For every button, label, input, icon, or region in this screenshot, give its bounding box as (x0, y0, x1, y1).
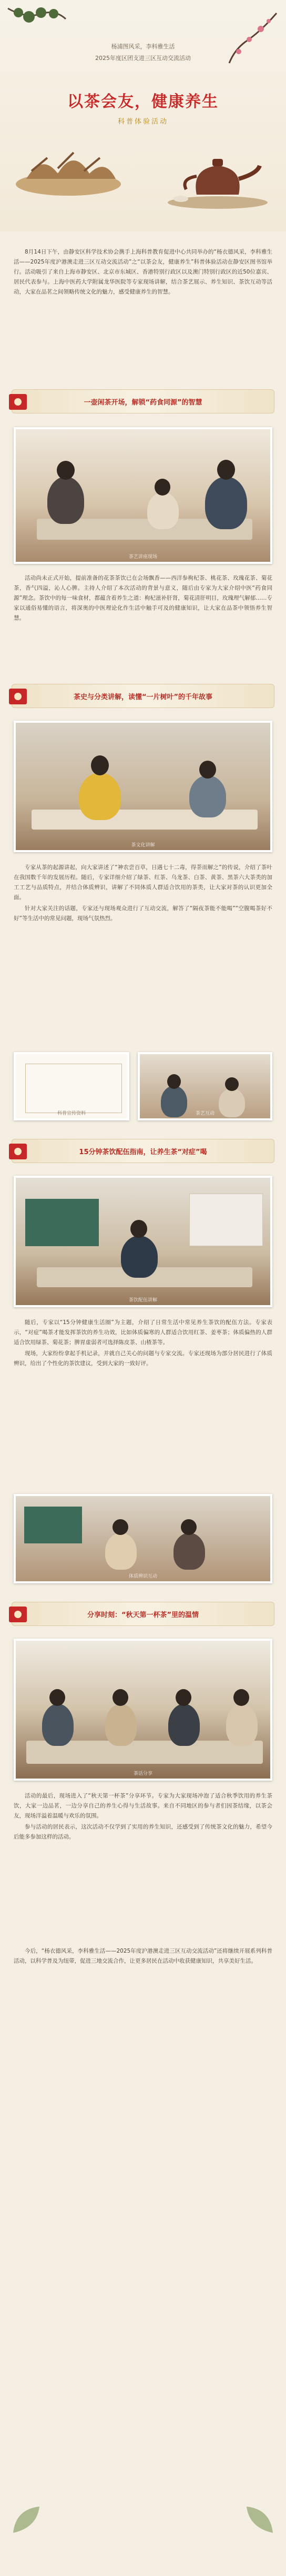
hero-intro-lines (0, 41, 286, 64)
hero-subtitle: 科普体验活动 (117, 118, 168, 126)
section2-cert-caption: 科普宣传资料 (57, 1111, 86, 1116)
closing-text: 今后，“杨衣德风采，李科雅生活——2025年度沪港澳走进三区互动交流活动”还将继续开展系列科普活动，以科学普及为纽带，促进三地交流合作，让更多居民在活动中收获健康知识，共享美好生活。 (14, 1948, 272, 1964)
section1-banner (12, 389, 274, 413)
hero-header (0, 0, 286, 231)
section2-banner (12, 684, 274, 708)
section4-title: 分享时刻：“秋天第一杯茶”里的温情 (87, 1611, 199, 1619)
section3-photo-caption: 茶饮配伍讲解 (128, 1298, 157, 1303)
section4-text1: 活动的最后，现场进入了“秋天第一杯茶”分享环节。专家为大家现场冲泡了适合秋季饮用的养生茶饮，大家一边品茗，一边分享自己的养生心得与生活故事。来自不同地区的参与者们因茶结缘，以茶会友，现场洋溢着温暖与欢乐的氛围。 (14, 1793, 272, 1819)
section2-title: 茶史与分类讲解，读懂“一片树叶”的千年故事 (73, 693, 213, 701)
section2-photo-caption: 茶文化讲解 (131, 843, 155, 848)
section3-text1: 随后，专家以“15分钟健康生活圈”为主题，介绍了日常生活中常见养生茶饮的配伍方法。专家表示，“对症”喝茶才能发挥茶饮的养生功效，比如体质偏寒的人群适合饮用红茶、姜枣茶；体质偏热的人群适合饮用绿茶、菊花茶；脾胃虚弱者可选择陈皮茶、山楂茶等。 (14, 1319, 272, 1346)
section4-banner (12, 1602, 274, 1626)
section2-cert-photo (14, 1052, 129, 1120)
intro-paragraph (14, 247, 272, 298)
hero-line1: 杨浦图风采，李科雅生活 (111, 43, 175, 50)
section-flag-icon (9, 689, 27, 704)
section3-photo (14, 1176, 272, 1307)
section-flag-icon (9, 1607, 27, 1622)
section-flag-icon (9, 394, 27, 410)
section1-paragraph (14, 573, 272, 624)
leaf-decoration-icon (244, 2504, 275, 2535)
section2-inset-photo (138, 1052, 272, 1120)
section4-text2: 参与活动的居民表示，这次活动不仅学到了实用的养生知识，还感受到了传统茶文化的魅力，希望今后能多参加这样的活动。 (14, 1824, 272, 1840)
section1-photo-caption: 茶艺讲座现场 (128, 554, 157, 560)
closing-paragraph (14, 1946, 272, 1967)
section3-paragraph (14, 1318, 272, 1370)
section2-text2: 针对大家关注的话题，专家还与现场观众进行了互动交流，解答了“隔夜茶能不能喝”“空腹喝茶好不好”等生活中的常见问题，现场气氛热烈。 (14, 905, 272, 922)
leaf-decoration-icon (11, 2504, 42, 2535)
section2-paragraph (14, 863, 272, 925)
section3-title: 15分钟茶饮配伍指南，让养生茶“对症”喝 (79, 1148, 207, 1156)
section3-text2: 现场，大家纷纷拿起手机记录，并就自己关心的问题与专家交流。专家还现场为部分居民进行了体质辨识，给出了个性化的茶饮建议，受到大家的一致好评。 (14, 1350, 272, 1367)
hero-line2: 2025年度区团支进三区互动交流活动 (95, 55, 191, 62)
section2-text1: 专家从茶的起源讲起，向大家讲述了“神农尝百草，日遇七十二毒，得荼而解之”的传说，介绍了茶叶在我国数千年的发展历程。随后，专家详细介绍了绿茶、红茶、乌龙茶、白茶、黄茶、黑茶六大茶类的加工工艺与品质特点，并结合体质辨识，讲解了不同体质人群适合饮用的茶类，让大家对茶的认识更加全面。 (14, 864, 272, 901)
section4-paragraph (14, 1791, 272, 1843)
section1-text: 活动尚未正式开始，提前准备的花茶茶饮已在会场飘香——西洋参枸杞茶、桃花茶、玫瑰花茶、菊花茶，香气四溢，沁人心脾。主持人介绍了本次活动的背景与意义，随后由专家为大家介绍中医“药食同源”理念。茶饮中的每一味食材，都蕴含着养生之道：枸杞滋补肝肾，菊花清肝明目，玫瑰理气解郁……专家以通俗易懂的语言，将深奥的中医理论化作生活中触手可及的健康知识，让大家在品茶中领悟养生智慧。 (14, 575, 272, 621)
section3-banner (12, 1139, 274, 1163)
section1-photo (14, 427, 272, 564)
teapot-illustration-icon (165, 132, 270, 210)
section3-inset-caption: 体质辨识互动 (128, 1574, 157, 1579)
section3-inset-photo (14, 1494, 272, 1583)
section2-inset-caption: 茶艺互动 (195, 1111, 214, 1116)
section2-photo (14, 721, 272, 852)
hero-title: 以茶会友，健康养生 (67, 93, 219, 111)
section1-title: 一壶闲茶开场，解锁“药食同源”的智慧 (84, 398, 202, 407)
herbs-illustration-icon (11, 121, 126, 200)
intro-text: 8月14日下午，由静安区科学技术协会携手上海科普教育促进中心共同举办的“杨衣德风采，李科雅生活——2025年度沪港澳走进三区互动交流活动”之“以茶会友，健康养生”科普体验活动在静安区图书馆举行。活动吸引了来自上海市静安区、北京市东城区、香港特别行政区以及澳门特别行政区的近50位嘉宾、居民代表参与。上海中医药大学附属龙华医院等专家现场讲解，结合茶艺展示、养生知识、茶饮互动等活动，大家在品茗之间领略传统文化的魅力，感受健康养生的智慧。 (14, 249, 272, 295)
section4-photo-caption: 茶话分享 (133, 1771, 152, 1776)
section-flag-icon (9, 1144, 27, 1159)
pine-branch-icon (5, 3, 68, 40)
section4-photo (14, 1639, 272, 1781)
